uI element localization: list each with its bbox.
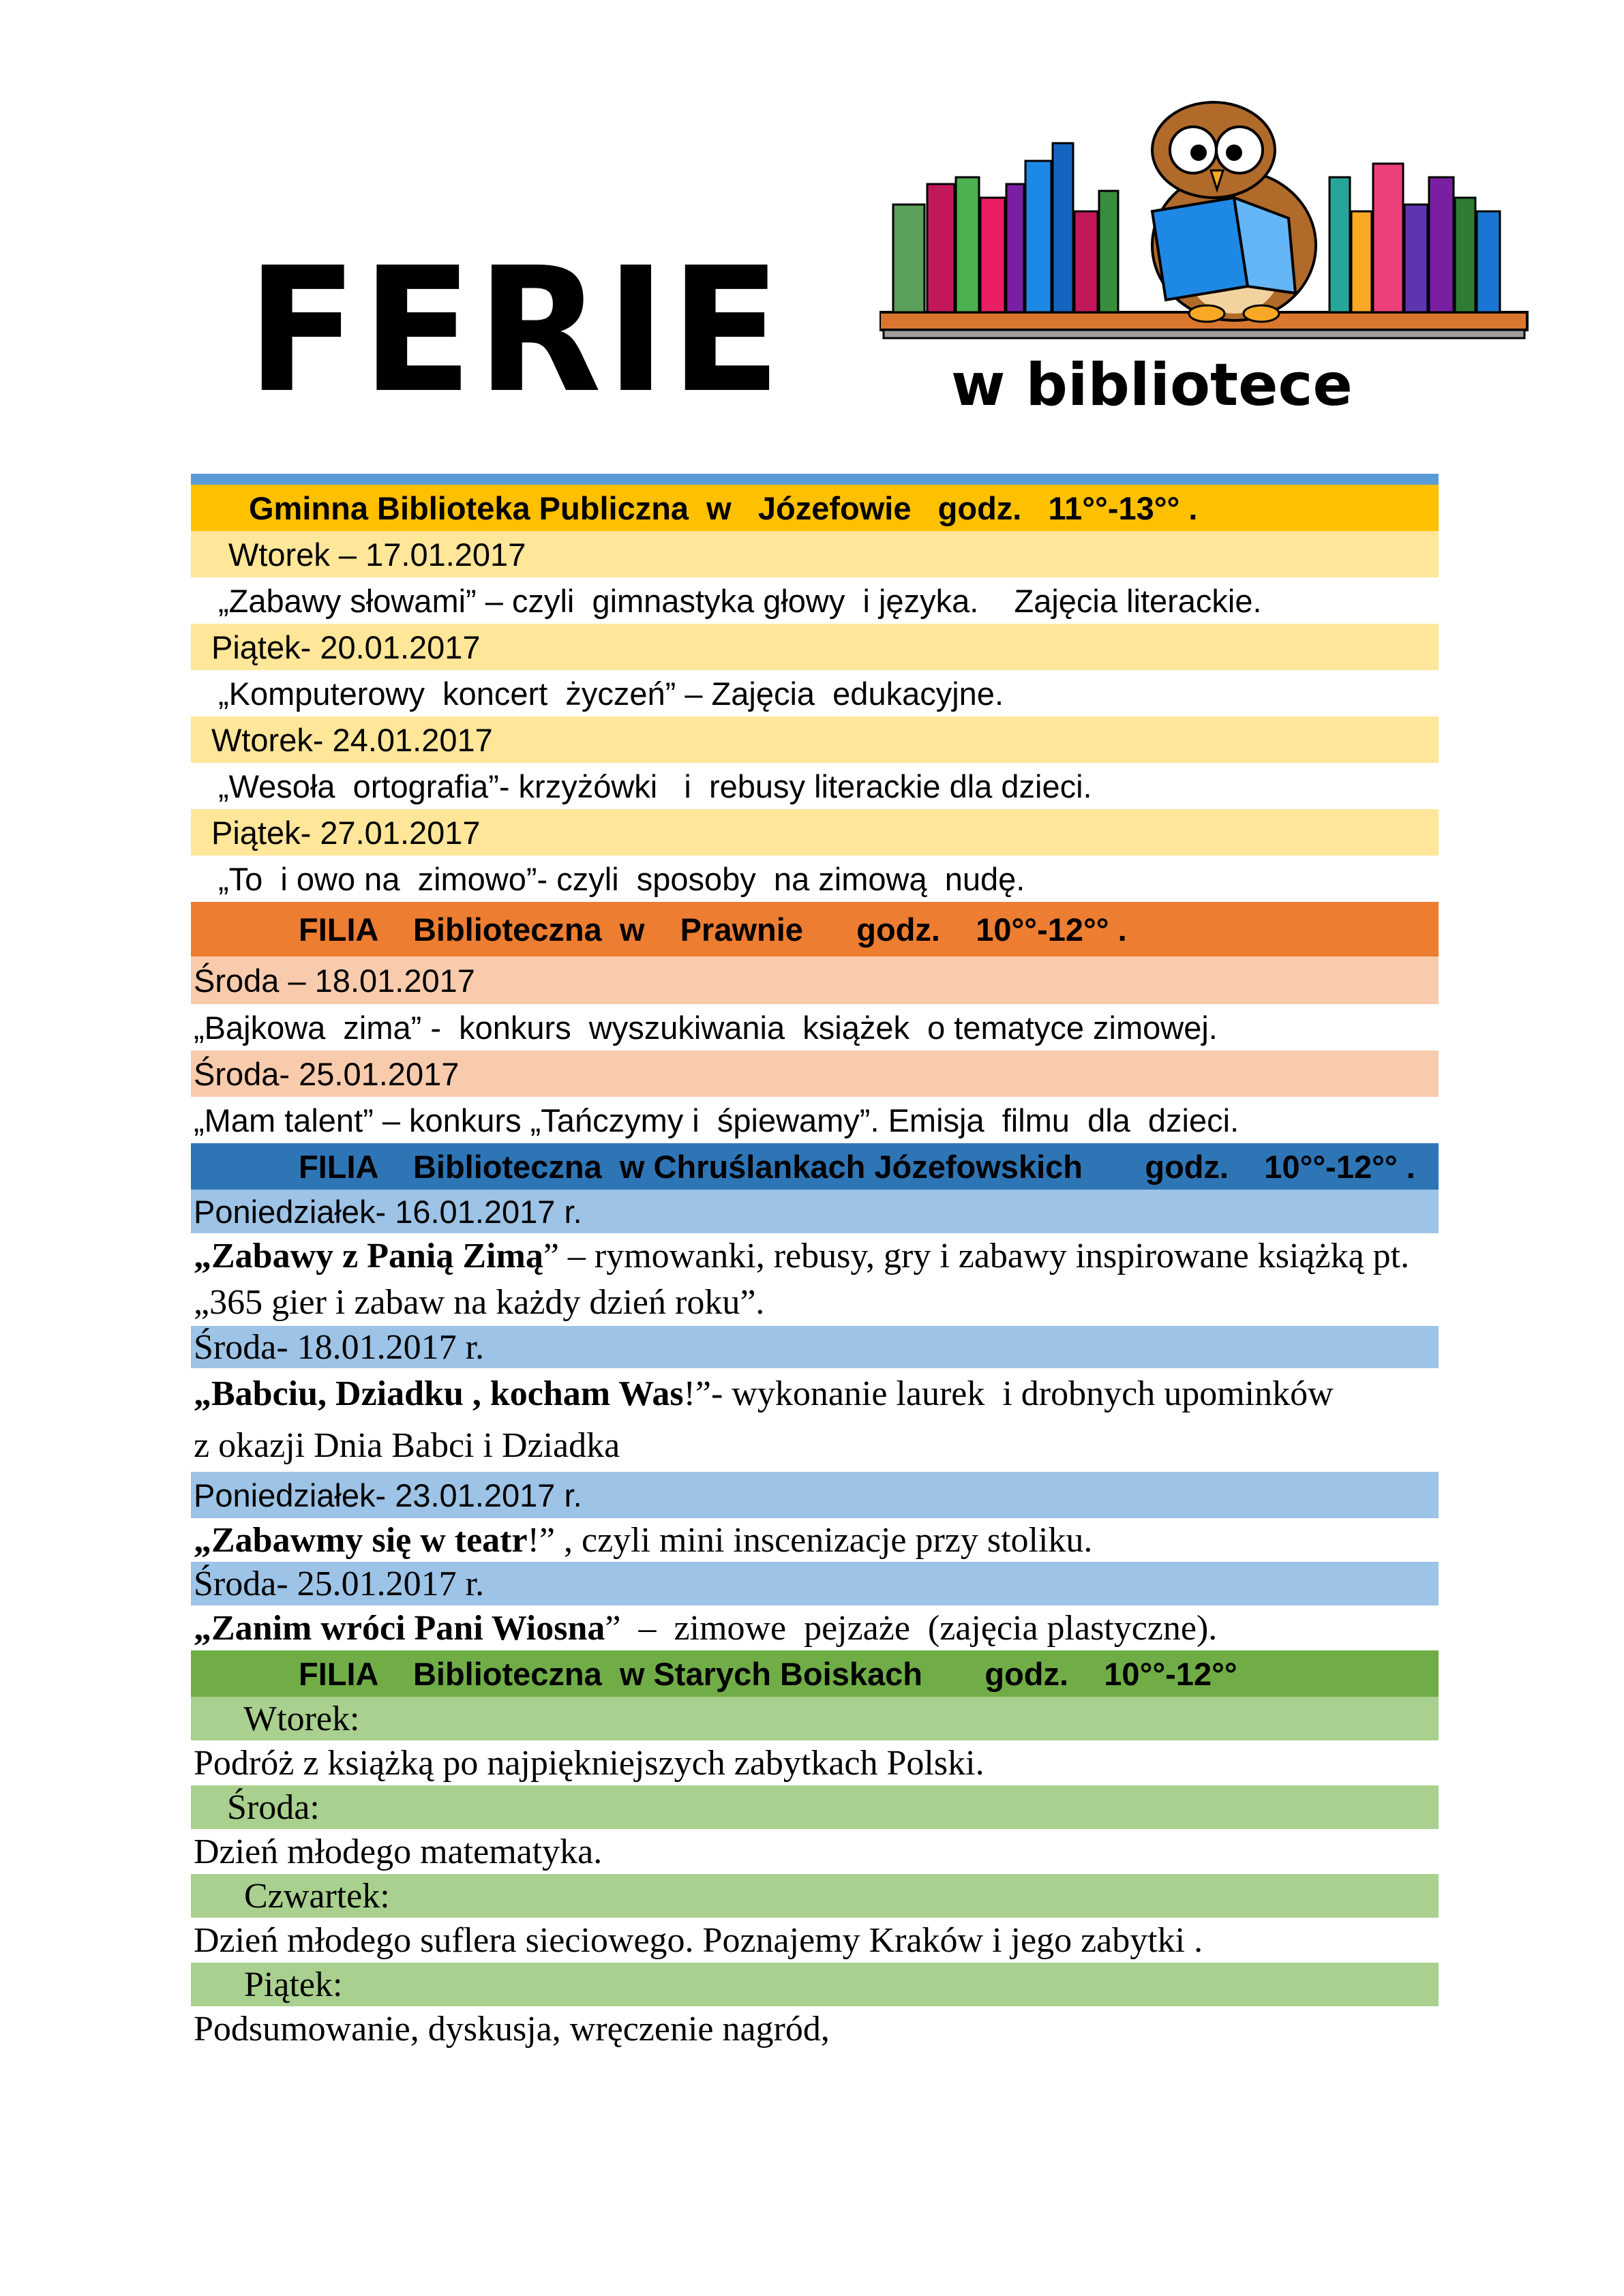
event-row: „Wesoła ortografia”- krzyżówki i rebusy literackie dla dzieci. (218, 768, 1092, 804)
day-row: Środa: (191, 1785, 1439, 1829)
page-title: FERIE (247, 230, 785, 432)
event-row (191, 1233, 1439, 1326)
section-header-chruslanki: FILIA Biblioteczna w Chruślankach Józefowskich godz. 10°°-12°° . (191, 1143, 1439, 1190)
event-title: „Zabawmy się w teatr (194, 1520, 528, 1560)
event-description: !” , czyli mini inscenizacje przy stoliku. (527, 1520, 1093, 1560)
event-row: Podróż z książką po najpiękniejszych zabytkach Polski. (194, 1743, 984, 1783)
event-row: „To i owo na zimowo”- czyli sposoby na zimową nudę. (218, 860, 1025, 897)
event-row (191, 1518, 1439, 1562)
date-row: Poniedziałek- 23.01.2017 r. (191, 1472, 1439, 1518)
owl-icon (1152, 102, 1316, 322)
section-header-jozefow: Gminna Biblioteka Publiczna w Józefowie godz. 11°°-13°° . (191, 485, 1439, 531)
event-row: „Mam talent” – konkurs „Tańczymy i śpiewamy”. Emisja filmu dla dzieci. (194, 1102, 1239, 1138)
event-row (191, 1368, 1439, 1419)
date-row: Wtorek – 17.01.2017 (191, 531, 1439, 577)
event-title: „Babciu, Dziadku , kocham Was (194, 1374, 684, 1413)
owl-reading-on-bookshelf-icon (879, 95, 1534, 354)
event-description: !”- wykonanie laurek i drobnych upominków (683, 1374, 1334, 1413)
date-row: Piątek- 27.01.2017 (191, 809, 1439, 856)
event-row: „Komputerowy koncert życzeń” – Zajęcia edukacyjne. (218, 675, 1004, 712)
event-title: „Zabawy z Panią Zimą (194, 1237, 543, 1275)
section-header-stare-boiska: FILIA Biblioteczna w Starych Boiskach godz. 10°°-12°° (191, 1650, 1439, 1697)
top-divider (191, 474, 1439, 485)
date-row: Piątek- 20.01.2017 (191, 624, 1439, 670)
date-row: Środa- 25.01.2017 (191, 1051, 1439, 1097)
page-subtitle: w bibliotece (951, 351, 1353, 419)
event-row (191, 1605, 1439, 1650)
date-row: Środa- 18.01.2017 r. (191, 1326, 1439, 1368)
event-row: Podsumowanie, dyskusja, wręczenie nagród, (194, 2009, 830, 2049)
day-row: Piątek: (191, 1963, 1439, 2006)
date-row: Środa- 25.01.2017 r. (191, 1562, 1439, 1605)
event-row: Dzień młodego matematyka. (194, 1832, 603, 1871)
event-description: ” – rymowanki, rebusy, gry i zabawy inspirowane książką pt. „365 gier i zabaw na każdy dzień roku”. (194, 1237, 1410, 1322)
event-title: „Zanim wróci Pani Wiosna (194, 1608, 605, 1648)
event-row: Dzień młodego suflera sieciowego. Poznajemy Kraków i jego zabytki . (194, 1920, 1203, 1960)
books-right-icon (1329, 164, 1500, 312)
date-row: Środa – 18.01.2017 (191, 956, 1439, 1004)
section-header-prawno: FILIA Biblioteczna w Prawnie godz. 10°°-12°° . (191, 902, 1439, 956)
event-row-continued: z okazji Dnia Babci i Dziadka (194, 1425, 620, 1465)
date-row: Wtorek- 24.01.2017 (191, 716, 1439, 763)
event-row: „Zabawy słowami” – czyli gimnastyka głowy i języka. Zajęcia literackie. (218, 582, 1262, 619)
day-row: Wtorek: (191, 1697, 1439, 1740)
books-left-icon (893, 143, 1118, 312)
event-description: ” – zimowe pejzaże (zajęcia plastyczne). (605, 1608, 1218, 1648)
event-row: „Bajkowa zima” - konkurs wyszukiwania książek o tematyce zimowej. (194, 1009, 1218, 1046)
day-row: Czwartek: (191, 1874, 1439, 1918)
schedule (191, 474, 1439, 2051)
date-row: Poniedziałek- 16.01.2017 r. (191, 1190, 1439, 1233)
